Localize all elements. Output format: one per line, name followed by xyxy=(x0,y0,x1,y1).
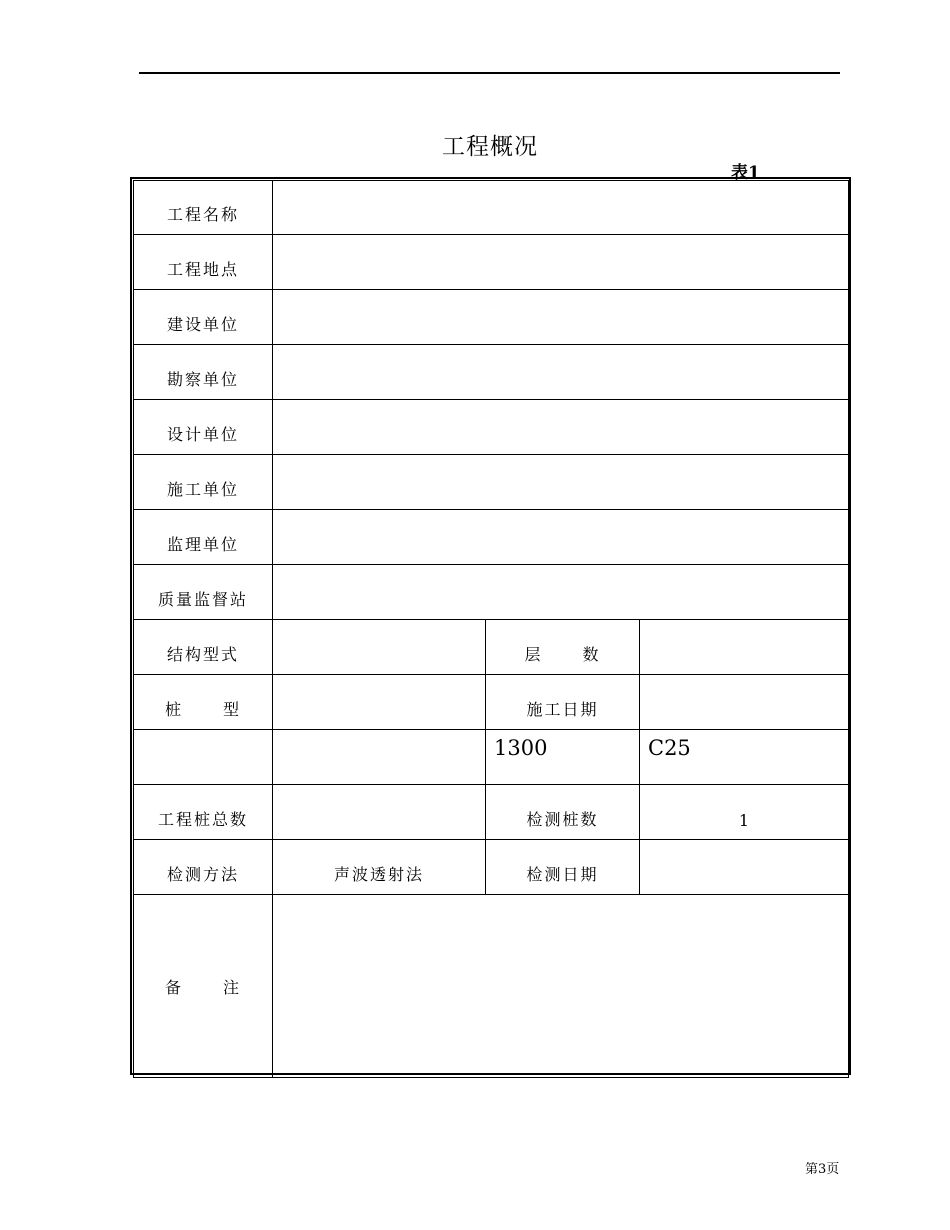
value-survey-unit[interactable] xyxy=(273,345,849,400)
value-design-unit[interactable] xyxy=(273,400,849,455)
label-survey-unit: 勘察单位 xyxy=(134,345,273,400)
table-row xyxy=(134,345,849,400)
value-blank-label[interactable] xyxy=(134,730,273,785)
value-construction-date[interactable] xyxy=(640,675,849,730)
value-1300[interactable]: 1300 xyxy=(486,730,640,785)
label-pile-type-char-1: 桩 xyxy=(164,700,183,719)
label-supervision-unit: 监理单位 xyxy=(134,510,273,565)
label-quality-station: 质量监督站 xyxy=(134,565,273,620)
value-project-location[interactable] xyxy=(273,235,849,290)
table-number: 表1 xyxy=(731,163,760,183)
value-blank[interactable] xyxy=(273,730,486,785)
label-builder-unit: 施工单位 xyxy=(134,455,273,510)
table-row xyxy=(134,400,849,455)
value-test-method[interactable]: 声波透射法 xyxy=(273,840,486,895)
table-row xyxy=(134,235,849,290)
value-construction-unit[interactable] xyxy=(273,290,849,345)
table-row xyxy=(134,455,849,510)
table-row xyxy=(134,181,849,235)
value-structure-type[interactable] xyxy=(273,620,486,675)
table-row xyxy=(134,840,849,895)
label-design-unit: 设计单位 xyxy=(134,400,273,455)
header-rule xyxy=(139,72,840,74)
table-row xyxy=(134,675,849,730)
table-row xyxy=(134,510,849,565)
value-total-piles[interactable] xyxy=(273,785,486,840)
table-row xyxy=(134,895,849,1078)
label-test-method: 检测方法 xyxy=(134,840,273,895)
label-construction-unit: 建设单位 xyxy=(134,290,273,345)
value-test-date[interactable] xyxy=(640,840,849,895)
label-structure-type: 结构型式 xyxy=(134,620,273,675)
value-c25[interactable]: C25 xyxy=(640,730,849,785)
page-number: 第3页 xyxy=(805,1162,840,1177)
value-remarks[interactable] xyxy=(273,895,849,1078)
label-tested-piles: 检测桩数 xyxy=(486,785,640,840)
label-remarks-char-2: 注 xyxy=(223,977,242,997)
value-floors[interactable] xyxy=(640,620,849,675)
table-row xyxy=(134,565,849,620)
label-remarks xyxy=(134,895,273,1078)
label-remarks-char-1: 备 xyxy=(164,977,183,997)
label-floors-char-2: 数 xyxy=(582,645,601,664)
label-pile-type xyxy=(134,675,273,730)
value-pile-type[interactable] xyxy=(273,675,486,730)
value-supervision-unit[interactable] xyxy=(273,510,849,565)
table-row xyxy=(134,620,849,675)
value-quality-station[interactable] xyxy=(273,565,849,620)
label-construction-date: 施工日期 xyxy=(486,675,640,730)
label-floors xyxy=(486,620,640,675)
table-row xyxy=(134,730,849,785)
label-pile-type-char-2: 型 xyxy=(223,700,242,719)
overview-table-frame xyxy=(130,177,851,1075)
label-test-date: 检测日期 xyxy=(486,840,640,895)
label-total-piles: 工程桩总数 xyxy=(134,785,273,840)
value-builder-unit[interactable] xyxy=(273,455,849,510)
label-project-name: 工程名称 xyxy=(134,181,273,235)
label-floors-char-1: 层 xyxy=(524,645,543,664)
overview-table xyxy=(133,180,849,1078)
table-row xyxy=(134,785,849,840)
value-project-name[interactable] xyxy=(273,181,849,235)
value-tested-piles[interactable]: 1 xyxy=(640,785,849,840)
table-row xyxy=(134,290,849,345)
label-project-location: 工程地点 xyxy=(134,235,273,290)
page-title: 工程概况 xyxy=(442,134,538,160)
